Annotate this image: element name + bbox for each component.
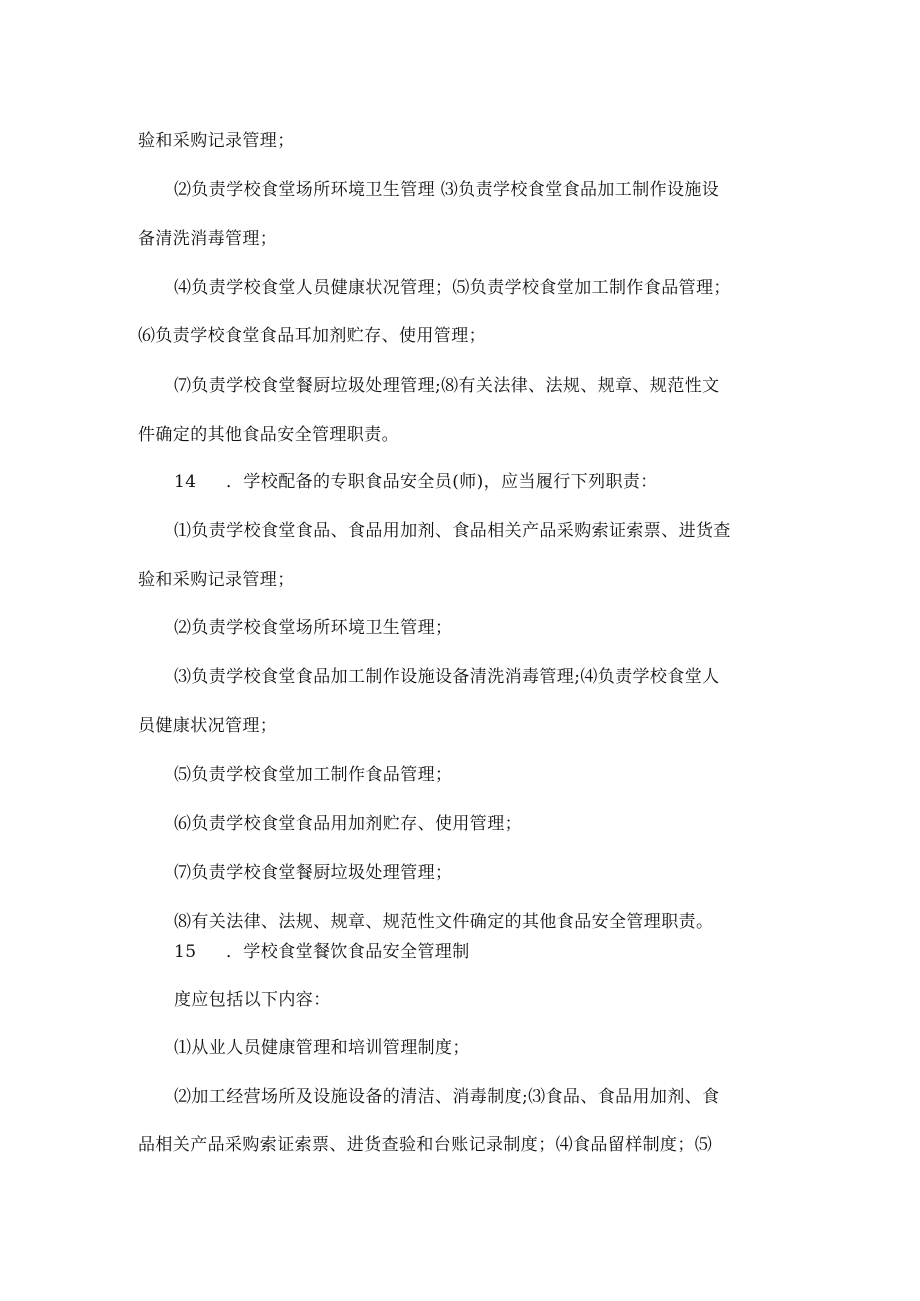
text-line: 品相关产品采购索证索票、进货查验和台账记录制度；⑷食品留样制度；⑸ [138, 1135, 713, 1155]
numbered-heading [174, 471, 658, 493]
text-line: 验和采购记录管理； [138, 131, 295, 151]
heading-text: ．学校配备的专职食品安全员(师)，应当履行下列职责： [226, 472, 658, 492]
text-line: ⑵加工经营场所及设施设备的清洁、消毒制度;⑶食品、食品用加剂、食 [174, 1087, 720, 1107]
item-number: 14 [174, 472, 197, 492]
text-line: ⑻有关法律、法规、规章、规范性文件确定的其他食品安全管理职责。 [174, 912, 714, 932]
text-line: ⑵负责学校食堂场所环境卫生管理 ⑶负责学校食堂食品加工制作设施设 [174, 180, 720, 200]
text-line: ⑸负责学校食堂加工制作食品管理； [174, 765, 453, 785]
text-line: ⑹负责学校食堂食品用加剂贮存、使用管理； [174, 814, 522, 834]
text-line: 员健康状况管理； [138, 716, 278, 736]
heading-text: ．学校食堂餐饮食品安全管理制 [226, 942, 470, 962]
text-line: 验和采购记录管理； [138, 570, 295, 590]
numbered-heading [174, 941, 470, 963]
text-line: ⑵负责学校食堂场所环境卫生管理； [174, 618, 453, 638]
text-line: ⑴从业人员健康管理和培训管理制度； [174, 1038, 470, 1058]
text-line: 度应包括以下内容： [174, 990, 331, 1010]
text-line: ⑴负责学校食堂食品、食品用加剂、食品相关产品采购索证索票、进货查 [174, 521, 731, 541]
text-line: ⑹负责学校食堂食品耳加剂贮存、使用管理； [138, 326, 486, 346]
text-line: ⑺负责学校食堂餐厨垃圾处理管理;⑻有关法律、法规、规章、规范性文 [174, 376, 720, 396]
item-number: 15 [174, 942, 197, 962]
text-line: ⑺负责学校食堂餐厨垃圾处理管理； [174, 863, 453, 883]
text-line: 件确定的其他食品安全管理职责。 [138, 425, 399, 445]
text-line: ⑶负责学校食堂食品加工制作设施设备清洗消毒管理;⑷负责学校食堂人 [174, 667, 720, 687]
text-line: ⑷负责学校食堂人员健康状况管理；⑸负责学校食堂加工制作食品管理； [174, 278, 731, 298]
text-line: 备清洗消毒管理； [138, 229, 278, 249]
